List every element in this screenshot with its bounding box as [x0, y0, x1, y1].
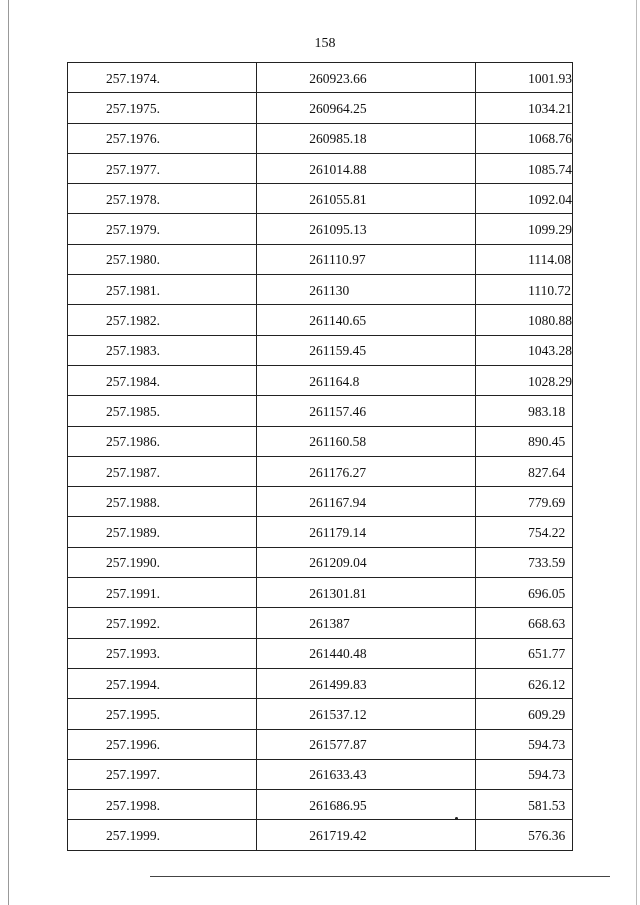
value-cell [257, 668, 476, 698]
scan-bottom-line [150, 876, 610, 877]
cell-text: 260964.25 [309, 100, 367, 116]
cell-text: 261130 [309, 282, 350, 298]
amount-cell [476, 184, 573, 214]
value-cell [257, 517, 476, 547]
amount-cell [476, 699, 573, 729]
amount-cell [476, 396, 573, 426]
value-cell [257, 123, 476, 153]
cell-text: 257.1995. [106, 706, 160, 722]
cell-text: 257.1999. [106, 828, 160, 844]
amount-cell [476, 214, 573, 244]
value-cell [257, 578, 476, 608]
value-cell [257, 275, 476, 305]
cell-text: 261055.81 [309, 191, 367, 207]
table-row [68, 275, 573, 305]
cell-text: 261167.94 [309, 494, 367, 510]
cell-text: 261577.87 [309, 737, 367, 753]
table-row [68, 123, 573, 153]
code-cell [68, 426, 257, 456]
code-cell [68, 396, 257, 426]
table-row [68, 426, 573, 456]
table-row [68, 608, 573, 638]
code-cell [68, 335, 257, 365]
code-cell [68, 578, 257, 608]
cell-text: 779.69 [528, 494, 566, 510]
cell-text: 257.1998. [106, 797, 160, 813]
value-cell [257, 305, 476, 335]
amount-cell [476, 365, 573, 395]
cell-text: 1068.76 [528, 131, 572, 147]
cell-text: 890.45 [528, 434, 566, 450]
value-cell [257, 759, 476, 789]
table-row [68, 790, 573, 820]
cell-text: 257.1975. [106, 100, 160, 116]
cell-text: 257.1993. [106, 646, 160, 662]
cell-text: 261440.48 [309, 646, 367, 662]
cell-text: 261387 [309, 615, 350, 631]
cell-text: 257.1990. [106, 555, 160, 571]
table-row [68, 305, 573, 335]
table-row [68, 668, 573, 698]
amount-cell [476, 335, 573, 365]
code-cell [68, 668, 257, 698]
table-row [68, 214, 573, 244]
table-row [68, 517, 573, 547]
cell-text: 261164.8 [309, 373, 360, 389]
cell-text: 257.1984. [106, 373, 160, 389]
amount-cell [476, 547, 573, 577]
amount-cell [476, 487, 573, 517]
amount-cell [476, 123, 573, 153]
table-row [68, 456, 573, 486]
value-cell [257, 699, 476, 729]
amount-cell [476, 63, 573, 93]
cell-text: 261110.97 [309, 252, 366, 268]
code-cell [68, 305, 257, 335]
amount-cell [476, 93, 573, 123]
value-cell [257, 365, 476, 395]
code-cell [68, 275, 257, 305]
code-cell [68, 184, 257, 214]
value-cell [257, 244, 476, 274]
value-cell [257, 487, 476, 517]
cell-text: 626.12 [528, 676, 566, 692]
cell-text: 257.1974. [106, 70, 160, 86]
amount-cell [476, 305, 573, 335]
cell-text: 261140.65 [309, 313, 367, 329]
cell-text: 1001.93 [528, 70, 572, 86]
cell-text: 261537.12 [309, 706, 367, 722]
cell-text: 261176.27 [309, 464, 367, 480]
cell-text: 1028.29 [528, 373, 572, 389]
amount-cell [476, 456, 573, 486]
cell-text: 257.1979. [106, 222, 160, 238]
value-cell [257, 214, 476, 244]
value-cell [257, 820, 476, 850]
cell-text: 668.63 [528, 615, 566, 631]
table-row [68, 244, 573, 274]
table-row [68, 547, 573, 577]
table-row [68, 153, 573, 183]
cell-text: 651.77 [528, 646, 566, 662]
value-cell [257, 547, 476, 577]
value-cell [257, 396, 476, 426]
cell-text: 261160.58 [309, 434, 367, 450]
value-cell [257, 153, 476, 183]
cell-text: 827.64 [528, 464, 566, 480]
code-cell [68, 123, 257, 153]
code-cell [68, 638, 257, 668]
cell-text: 609.29 [528, 706, 566, 722]
amount-cell [476, 153, 573, 183]
cell-text: 1110.72 [528, 282, 571, 298]
cell-text: 261209.04 [309, 555, 367, 571]
cell-text: 257.1976. [106, 131, 160, 147]
value-cell [257, 608, 476, 638]
cell-text: 754.22 [528, 525, 566, 541]
table-row [68, 729, 573, 759]
table-row [68, 578, 573, 608]
ink-mark [455, 817, 458, 820]
amount-cell [476, 517, 573, 547]
cell-text: 257.1981. [106, 282, 160, 298]
cell-text: 1080.88 [528, 313, 572, 329]
cell-text: 257.1991. [106, 585, 160, 601]
table-row [68, 396, 573, 426]
value-cell [257, 93, 476, 123]
table-body [68, 63, 573, 851]
cell-text: 261686.95 [309, 797, 367, 813]
cell-text: 261179.14 [309, 525, 367, 541]
cell-text: 261157.46 [309, 403, 367, 419]
cell-text: 257.1983. [106, 343, 160, 359]
code-cell [68, 759, 257, 789]
table-row [68, 699, 573, 729]
amount-cell [476, 638, 573, 668]
code-cell [68, 244, 257, 274]
amount-cell [476, 608, 573, 638]
cell-text: 257.1982. [106, 313, 160, 329]
scan-right-edge [636, 0, 637, 905]
amount-cell [476, 820, 573, 850]
code-cell [68, 214, 257, 244]
cell-text: 1085.74 [528, 161, 572, 177]
table-row [68, 93, 573, 123]
table-row [68, 487, 573, 517]
value-cell [257, 335, 476, 365]
amount-cell [476, 578, 573, 608]
cell-text: 261095.13 [309, 222, 367, 238]
cell-text: 257.1997. [106, 767, 160, 783]
code-cell [68, 456, 257, 486]
cell-text: 983.18 [528, 403, 566, 419]
cell-text: 594.73 [528, 767, 566, 783]
cell-text: 261014.88 [309, 161, 367, 177]
code-cell [68, 63, 257, 93]
cell-text: 1092.04 [528, 191, 572, 207]
cell-text: 261719.42 [309, 828, 367, 844]
code-cell [68, 608, 257, 638]
cell-text: 257.1985. [106, 403, 160, 419]
code-cell [68, 820, 257, 850]
value-cell [257, 184, 476, 214]
value-cell [257, 456, 476, 486]
amount-cell [476, 759, 573, 789]
code-cell [68, 729, 257, 759]
page-number: 158 [314, 36, 336, 51]
cell-text: 696.05 [528, 585, 566, 601]
amount-cell [476, 729, 573, 759]
code-cell [68, 699, 257, 729]
cell-text: 257.1980. [106, 252, 160, 268]
cell-text: 261499.83 [309, 676, 367, 692]
table-row [68, 759, 573, 789]
cell-text: 257.1996. [106, 737, 160, 753]
cell-text: 257.1989. [106, 525, 160, 541]
cell-text: 576.36 [528, 828, 566, 844]
code-cell [68, 790, 257, 820]
cell-text: 257.1977. [106, 161, 160, 177]
cell-text: 261301.81 [309, 585, 367, 601]
cell-text: 1043.28 [528, 343, 572, 359]
table-row [68, 184, 573, 214]
table-row [68, 335, 573, 365]
table-row [68, 638, 573, 668]
value-cell [257, 426, 476, 456]
cell-text: 257.1986. [106, 434, 160, 450]
table-row [68, 820, 573, 850]
cell-text: 260923.66 [309, 70, 367, 86]
code-cell [68, 547, 257, 577]
cell-text: 581.53 [528, 797, 566, 813]
cell-text: 733.59 [528, 555, 566, 571]
cell-text: 257.1978. [106, 191, 160, 207]
cell-text: 1099.29 [528, 222, 572, 238]
cell-text: 1034.21 [528, 100, 572, 116]
amount-cell [476, 790, 573, 820]
code-cell [68, 93, 257, 123]
amount-cell [476, 426, 573, 456]
value-cell [257, 790, 476, 820]
code-cell [68, 517, 257, 547]
cell-text: 257.1994. [106, 676, 160, 692]
value-cell [257, 638, 476, 668]
amount-cell [476, 668, 573, 698]
table-row [68, 365, 573, 395]
data-table [67, 62, 573, 851]
cell-text: 261159.45 [309, 343, 367, 359]
value-cell [257, 63, 476, 93]
cell-text: 594.73 [528, 737, 566, 753]
code-cell [68, 153, 257, 183]
amount-cell [476, 244, 573, 274]
cell-text: 261633.43 [309, 767, 367, 783]
amount-cell [476, 275, 573, 305]
cell-text: 260985.18 [309, 131, 367, 147]
cell-text: 257.1988. [106, 494, 160, 510]
table-row [68, 63, 573, 93]
code-cell [68, 365, 257, 395]
scan-left-edge [8, 0, 9, 905]
cell-text: 1114.08 [528, 252, 571, 268]
value-cell [257, 729, 476, 759]
cell-text: 257.1992. [106, 615, 160, 631]
cell-text: 257.1987. [106, 464, 160, 480]
code-cell [68, 487, 257, 517]
